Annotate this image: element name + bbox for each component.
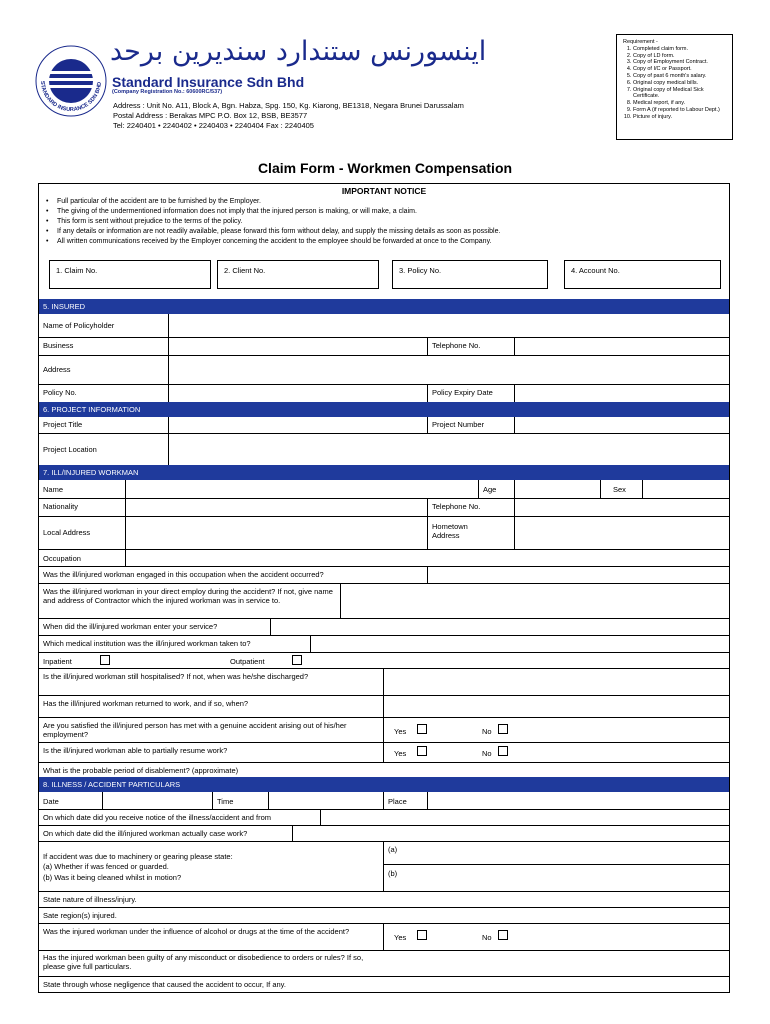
label-policy-expiry: Policy Expiry Date: [432, 388, 493, 397]
question-machinery: If accident was due to machinery or gearing please state:: [43, 852, 233, 861]
notice-title: IMPORTANT NOTICE: [341, 186, 427, 196]
question-hospitalised: Is the ill/injured workman still hospitalised? If not, when was he/she discharged?: [43, 672, 309, 681]
inpatient-checkbox[interactable]: [100, 655, 110, 665]
requirement-item: 1. Completed claim form.: [633, 46, 726, 53]
label-no: No: [482, 749, 492, 758]
resume-yes-checkbox[interactable]: [417, 746, 427, 756]
notice-item: • If any details or information are not readily available, please forward this form without delay, and supply the missing details as soon as possible.: [46, 227, 500, 237]
alcohol-yes-checkbox[interactable]: [417, 930, 427, 940]
requirement-item: 4. Copy of I/C or Passport.: [633, 66, 726, 73]
question-returned-to-work: Has the ill/injured workman returned to work, and if so, when?: [43, 699, 249, 708]
question-resume-work: Is the ill/injured workman able to partially resume work?: [43, 746, 228, 755]
requirements-box: [616, 34, 733, 140]
requirement-item: 10. Picture of injury.: [633, 114, 726, 121]
policy-no-field[interactable]: 3. Policy No.: [392, 260, 548, 289]
question-alcohol-drugs: Was the injured workman under the influence of alcohol or drugs at the time of the accident?: [43, 927, 350, 936]
question-engaged: Was the ill/injured workman engaged in this occupation when the accident occurred?: [43, 570, 324, 579]
section-project: 6. PROJECT INFORMATION: [39, 402, 729, 417]
notice-item: • All written communications received by the Employer concerning the accident to the employee should be forwarded at once to the Company.: [46, 237, 500, 247]
account-no-field[interactable]: 4. Account No.: [564, 260, 721, 289]
label-b: (b): [388, 869, 398, 878]
label-sex: Sex: [613, 485, 626, 494]
label-project-location: Project Location: [43, 445, 97, 454]
label-workman-telephone: Telephone No.: [432, 502, 481, 511]
requirement-item: 9. Form A (if reported to Labour Dept.): [633, 107, 726, 114]
label-name: Name: [43, 485, 64, 494]
section-workman: 7. ILL/INJURED WORKMAN: [39, 465, 729, 480]
requirement-item: 7. Original copy of Medical Sick Certificate.: [633, 87, 726, 101]
notice-list: [46, 197, 500, 247]
logo-ring-text: STANDARD INSURANCE SDN BHD: [38, 80, 104, 114]
question-fenced: (a) Whether if was fenced or guarded.: [43, 862, 169, 871]
question-misconduct: Has the injured workman been guilty of any misconduct or disobedience to orders or rules? If so, please give full particulars.: [43, 953, 364, 971]
question-notice-received: On which date did you receive notice of the illness/accident and from: [43, 813, 272, 822]
genuine-no-checkbox[interactable]: [498, 724, 508, 734]
label-outpatient: Outpatient: [230, 657, 265, 666]
form-title: Claim Form - Workmen Compensation: [257, 160, 513, 176]
label-yes: Yes: [394, 933, 407, 942]
requirements-title: Requirement -: [623, 39, 658, 45]
section-accident: 8. ILLNESS / ACCIDENT PARTICULARS: [39, 777, 729, 792]
company-name: Standard Insurance Sdn Bhd: [112, 74, 305, 90]
claim-no-field[interactable]: 1. Claim No.: [49, 260, 211, 289]
question-direct-employ: Was the ill/injured workman in your direct employ during the accident? If not, give name and address of Contractor which the injured workman was in service to.: [43, 587, 333, 605]
label-age: Age: [483, 485, 497, 494]
label-date: Date: [43, 797, 59, 806]
label-nationality: Nationality: [43, 502, 79, 511]
label-time: Time: [217, 797, 234, 806]
requirement-item: 5. Copy of past 6 month's salary.: [633, 73, 726, 80]
question-genuine-accident: Are you satisfied the ill/injured person has met with a genuine accident arising out of his/her employment?: [43, 721, 347, 739]
label-project-number: Project Number: [432, 420, 485, 429]
label-no: No: [482, 933, 492, 942]
label-policy-no: Policy No.: [43, 388, 77, 397]
label-yes: Yes: [394, 749, 407, 758]
alcohol-no-checkbox[interactable]: [498, 930, 508, 940]
genuine-yes-checkbox[interactable]: [417, 724, 427, 734]
question-nature-of-injury: State nature of illness/injury.: [43, 895, 137, 904]
question-medical-institution: Which medical institution was the ill/injured workman taken to?: [43, 639, 251, 648]
label-address: Address: [43, 365, 71, 374]
company-address: Address : Unit No. A11, Block A, Bgn. Habza, Spg. 150, Kg. Kiarong, BE1318, Negara Brunei Darussalam Postal Address : Berakas MPC P.O. Box 12, BSB, BE3577 Tel: 2240401 • 2240402 • 2240403 • 2240404 Fax : 2240405: [113, 101, 464, 130]
label-business: Business: [43, 341, 74, 350]
requirement-item: 8. Medical report, if any.: [633, 100, 726, 107]
company-logo: [34, 44, 108, 118]
label-policyholder: Name of Policyholder: [43, 321, 115, 330]
question-region-injured: Sate region(s) injured.: [43, 911, 117, 920]
outpatient-checkbox[interactable]: [292, 655, 302, 665]
section-insured: 5. INSURED: [39, 299, 729, 314]
label-hometown-address: Hometown Address: [432, 522, 468, 540]
question-ceased-work: On which date did the ill/injured workman actually case work?: [43, 829, 248, 838]
requirement-item: 2. Copy of LD form.: [633, 53, 726, 60]
label-inpatient: Inpatient: [43, 657, 72, 666]
label-occupation: Occupation: [43, 554, 81, 563]
label-yes: Yes: [394, 727, 407, 736]
label-a: (a): [388, 845, 398, 854]
notice-item: • The giving of the undermentioned information does not imply that the injured person is making, or will make, a claim.: [46, 207, 500, 217]
client-no-field[interactable]: 2. Client No.: [217, 260, 379, 289]
label-local-address: Local Address: [43, 528, 91, 537]
label-project-title: Project Title: [43, 420, 83, 429]
requirement-item: 3. Copy of Employment Contract.: [633, 59, 726, 66]
label-insured-telephone: Telephone No.: [432, 341, 481, 350]
label-place: Place: [388, 797, 407, 806]
resume-no-checkbox[interactable]: [498, 746, 508, 756]
question-enter-service: When did the ill/injured workman enter your service?: [43, 622, 218, 631]
question-cleaned: (b) Was it being cleaned whilst in motion?: [43, 873, 182, 882]
label-no: No: [482, 727, 492, 736]
requirement-item: 6. Original copy medical bills.: [633, 80, 726, 87]
notice-item: • This form is sent without prejudice to the terms of the policy.: [46, 217, 500, 227]
notice-item: • Full particular of the accident are to be furnished by the Employer.: [46, 197, 500, 207]
question-negligence: State through whose negligence that caused the accident to occur, If any.: [43, 980, 286, 989]
question-disablement-period: What is the probable period of disablement? (approximate): [43, 766, 239, 775]
company-name-jawi: اينسورنس ستندارد سنديرين برحد: [110, 36, 487, 67]
registration-number: (Company Registration No.: 60600RC/537): [112, 89, 223, 95]
